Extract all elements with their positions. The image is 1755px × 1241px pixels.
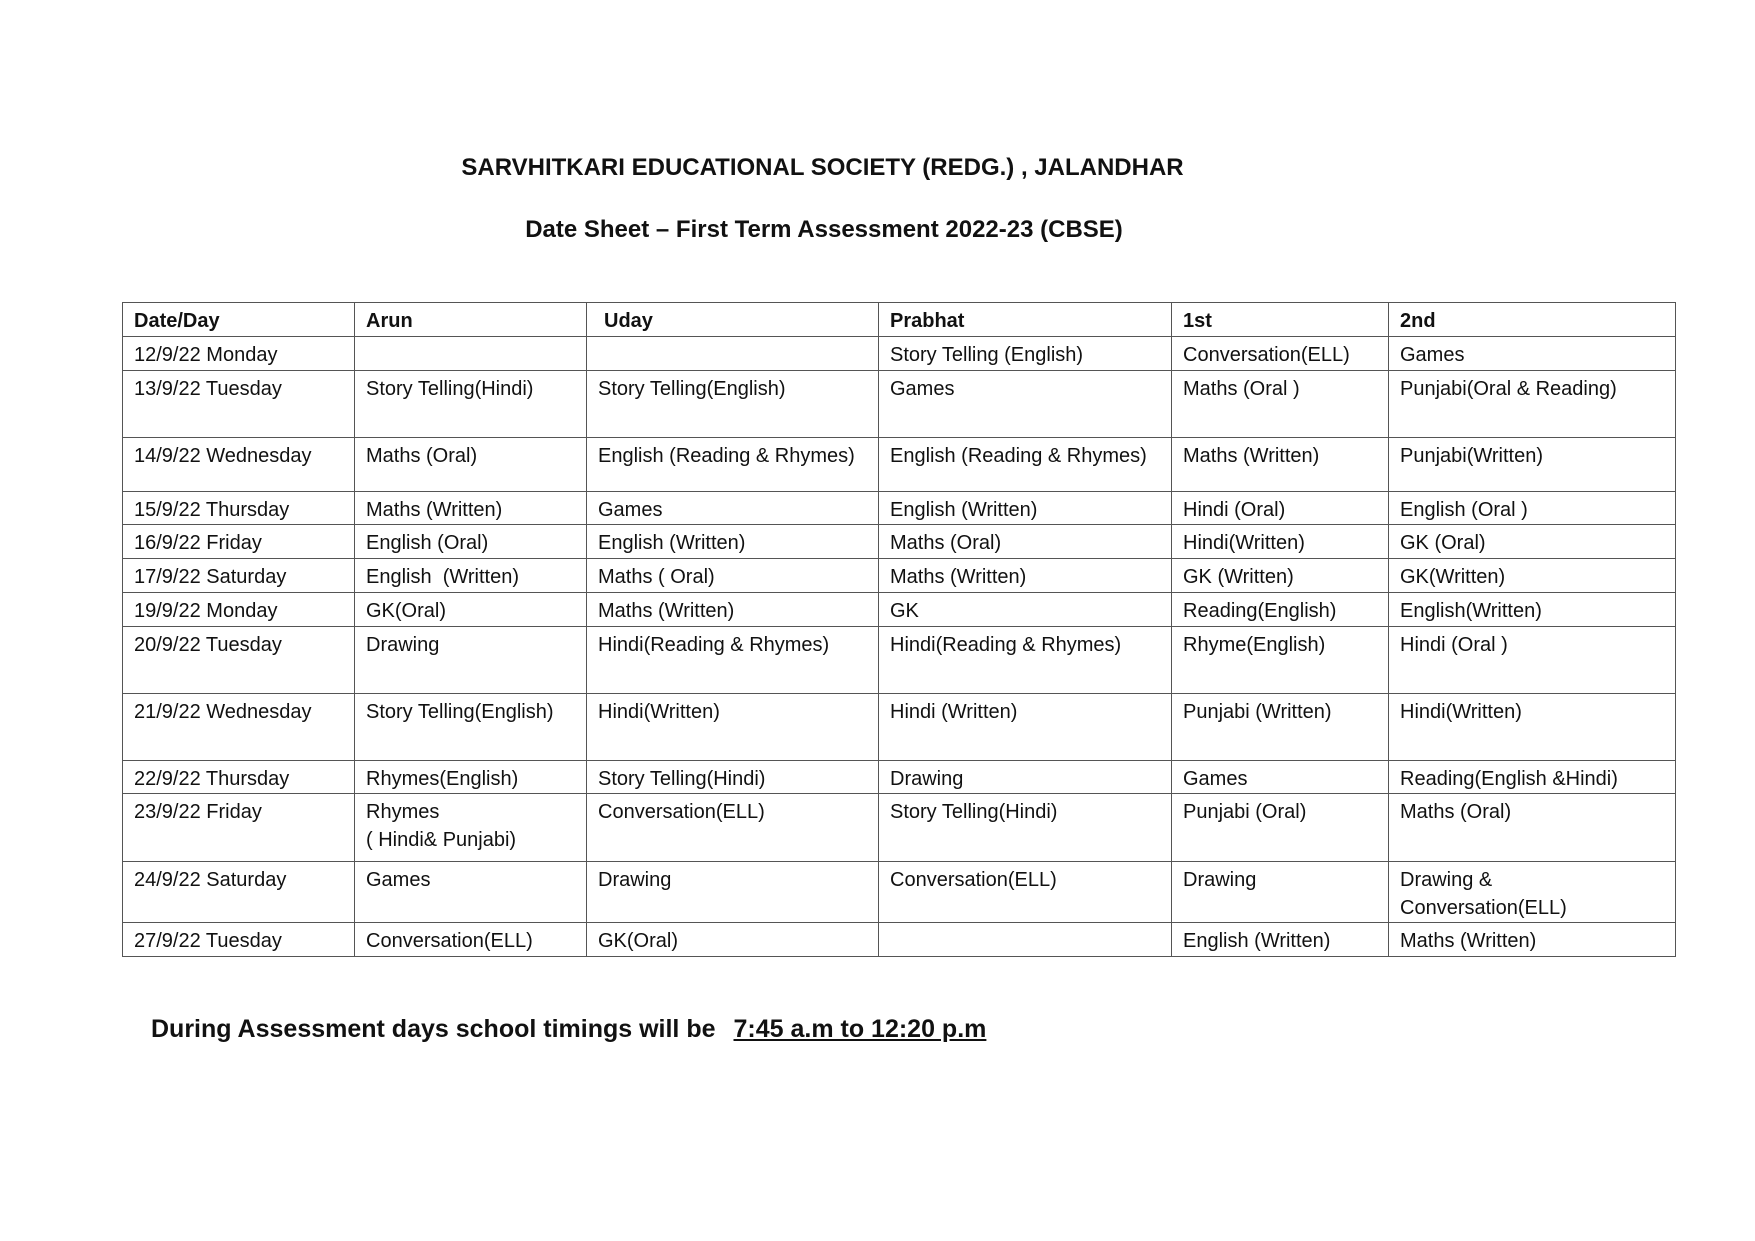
first-cell: Drawing [1172, 862, 1389, 923]
prabhat-cell: Hindi(Reading & Rhymes) [879, 627, 1172, 694]
column-header-date-day: Date/Day [123, 303, 355, 337]
table-row [123, 593, 1676, 627]
prabhat-cell: English (Written) [879, 492, 1172, 525]
column-header-prabhat: Prabhat [879, 303, 1172, 337]
first-cell: GK (Written) [1172, 559, 1389, 593]
prabhat-cell: Maths (Written) [879, 559, 1172, 593]
table-row [123, 694, 1676, 761]
arun-cell: Conversation(ELL) [355, 923, 587, 957]
arun-cell: English (Written) [355, 559, 587, 593]
second-cell: English(Written) [1389, 593, 1676, 627]
date-cell: 24/9/22 Saturday [123, 862, 355, 923]
arun-cell: Rhymes(English) [355, 761, 587, 794]
date-cell: 15/9/22 Thursday [123, 492, 355, 525]
uday-cell [587, 337, 879, 371]
date-cell: 21/9/22 Wednesday [123, 694, 355, 761]
second-cell: Hindi (Oral ) [1389, 627, 1676, 694]
prabhat-cell: English (Reading & Rhymes) [879, 438, 1172, 492]
second-cell: Reading(English &Hindi) [1389, 761, 1676, 794]
first-cell: Maths (Oral ) [1172, 371, 1389, 438]
second-cell: English (Oral ) [1389, 492, 1676, 525]
column-header-arun: Arun [355, 303, 587, 337]
second-cell: GK (Oral) [1389, 525, 1676, 559]
table-row [123, 371, 1676, 438]
first-cell: Punjabi (Written) [1172, 694, 1389, 761]
uday-cell: Story Telling(English) [587, 371, 879, 438]
uday-cell: Games [587, 492, 879, 525]
uday-cell: Maths ( Oral) [587, 559, 879, 593]
uday-cell: Story Telling(Hindi) [587, 761, 879, 794]
organization-title: SARVHITKARI EDUCATIONAL SOCIETY (REDG.) , JALANDHAR [461, 154, 1184, 181]
uday-cell: Hindi(Written) [587, 694, 879, 761]
second-cell: GK(Written) [1389, 559, 1676, 593]
prabhat-cell [879, 923, 1172, 957]
date-cell: 17/9/22 Saturday [123, 559, 355, 593]
arun-cell: Maths (Oral) [355, 438, 587, 492]
first-cell: Hindi(Written) [1172, 525, 1389, 559]
second-cell: Drawing & Conversation(ELL) [1389, 862, 1676, 923]
arun-cell: Drawing [355, 627, 587, 694]
date-cell: 12/9/22 Monday [123, 337, 355, 371]
arun-cell: Story Telling(English) [355, 694, 587, 761]
table-row [123, 923, 1676, 957]
arun-cell: Rhymes ( Hindi& Punjabi) [355, 794, 587, 862]
second-cell: Hindi(Written) [1389, 694, 1676, 761]
first-cell: Maths (Written) [1172, 438, 1389, 492]
uday-cell: English (Written) [587, 525, 879, 559]
date-cell: 27/9/22 Tuesday [123, 923, 355, 957]
timings-value: 7:45 a.m to 12:20 p.m [733, 1015, 987, 1043]
table-row [123, 862, 1676, 923]
uday-cell: Maths (Written) [587, 593, 879, 627]
column-header-uday: Uday [587, 303, 879, 337]
table-row [123, 761, 1676, 794]
second-cell: Games [1389, 337, 1676, 371]
uday-cell: English (Reading & Rhymes) [587, 438, 879, 492]
first-cell: Punjabi (Oral) [1172, 794, 1389, 862]
prabhat-cell: Conversation(ELL) [879, 862, 1172, 923]
table-row [123, 337, 1676, 371]
date-sheet-title: Date Sheet – First Term Assessment 2022-23 (CBSE) [525, 216, 1123, 243]
column-header-2nd: 2nd [1389, 303, 1676, 337]
prabhat-cell: Games [879, 371, 1172, 438]
table-row [123, 492, 1676, 525]
arun-cell: Games [355, 862, 587, 923]
first-cell: English (Written) [1172, 923, 1389, 957]
prabhat-cell: Story Telling(Hindi) [879, 794, 1172, 862]
uday-cell: Drawing [587, 862, 879, 923]
column-header-1st: 1st [1172, 303, 1389, 337]
uday-cell: GK(Oral) [587, 923, 879, 957]
arun-cell [355, 337, 587, 371]
prabhat-cell: Hindi (Written) [879, 694, 1172, 761]
first-cell: Rhyme(English) [1172, 627, 1389, 694]
first-cell: Games [1172, 761, 1389, 794]
date-cell: 23/9/22 Friday [123, 794, 355, 862]
table-header-row [123, 303, 1676, 337]
date-cell: 22/9/22 Thursday [123, 761, 355, 794]
uday-cell: Conversation(ELL) [587, 794, 879, 862]
first-cell: Hindi (Oral) [1172, 492, 1389, 525]
date-cell: 20/9/22 Tuesday [123, 627, 355, 694]
arun-cell: Maths (Written) [355, 492, 587, 525]
timings-note-text: During Assessment days school timings will be [151, 1015, 716, 1043]
table-row [123, 627, 1676, 694]
first-cell: Reading(English) [1172, 593, 1389, 627]
prabhat-cell: GK [879, 593, 1172, 627]
school-timings-note [151, 1015, 986, 1044]
arun-cell: Story Telling(Hindi) [355, 371, 587, 438]
table-row [123, 525, 1676, 559]
second-cell: Maths (Written) [1389, 923, 1676, 957]
prabhat-cell: Story Telling (English) [879, 337, 1172, 371]
prabhat-cell: Maths (Oral) [879, 525, 1172, 559]
date-cell: 16/9/22 Friday [123, 525, 355, 559]
second-cell: Punjabi(Written) [1389, 438, 1676, 492]
table-row [123, 559, 1676, 593]
arun-cell: English (Oral) [355, 525, 587, 559]
arun-cell: GK(Oral) [355, 593, 587, 627]
date-cell: 13/9/22 Tuesday [123, 371, 355, 438]
first-cell: Conversation(ELL) [1172, 337, 1389, 371]
table-row [123, 438, 1676, 492]
second-cell: Maths (Oral) [1389, 794, 1676, 862]
date-cell: 14/9/22 Wednesday [123, 438, 355, 492]
date-cell: 19/9/22 Monday [123, 593, 355, 627]
table-row [123, 794, 1676, 862]
uday-cell: Hindi(Reading & Rhymes) [587, 627, 879, 694]
second-cell: Punjabi(Oral & Reading) [1389, 371, 1676, 438]
prabhat-cell: Drawing [879, 761, 1172, 794]
date-sheet-table [122, 302, 1676, 957]
